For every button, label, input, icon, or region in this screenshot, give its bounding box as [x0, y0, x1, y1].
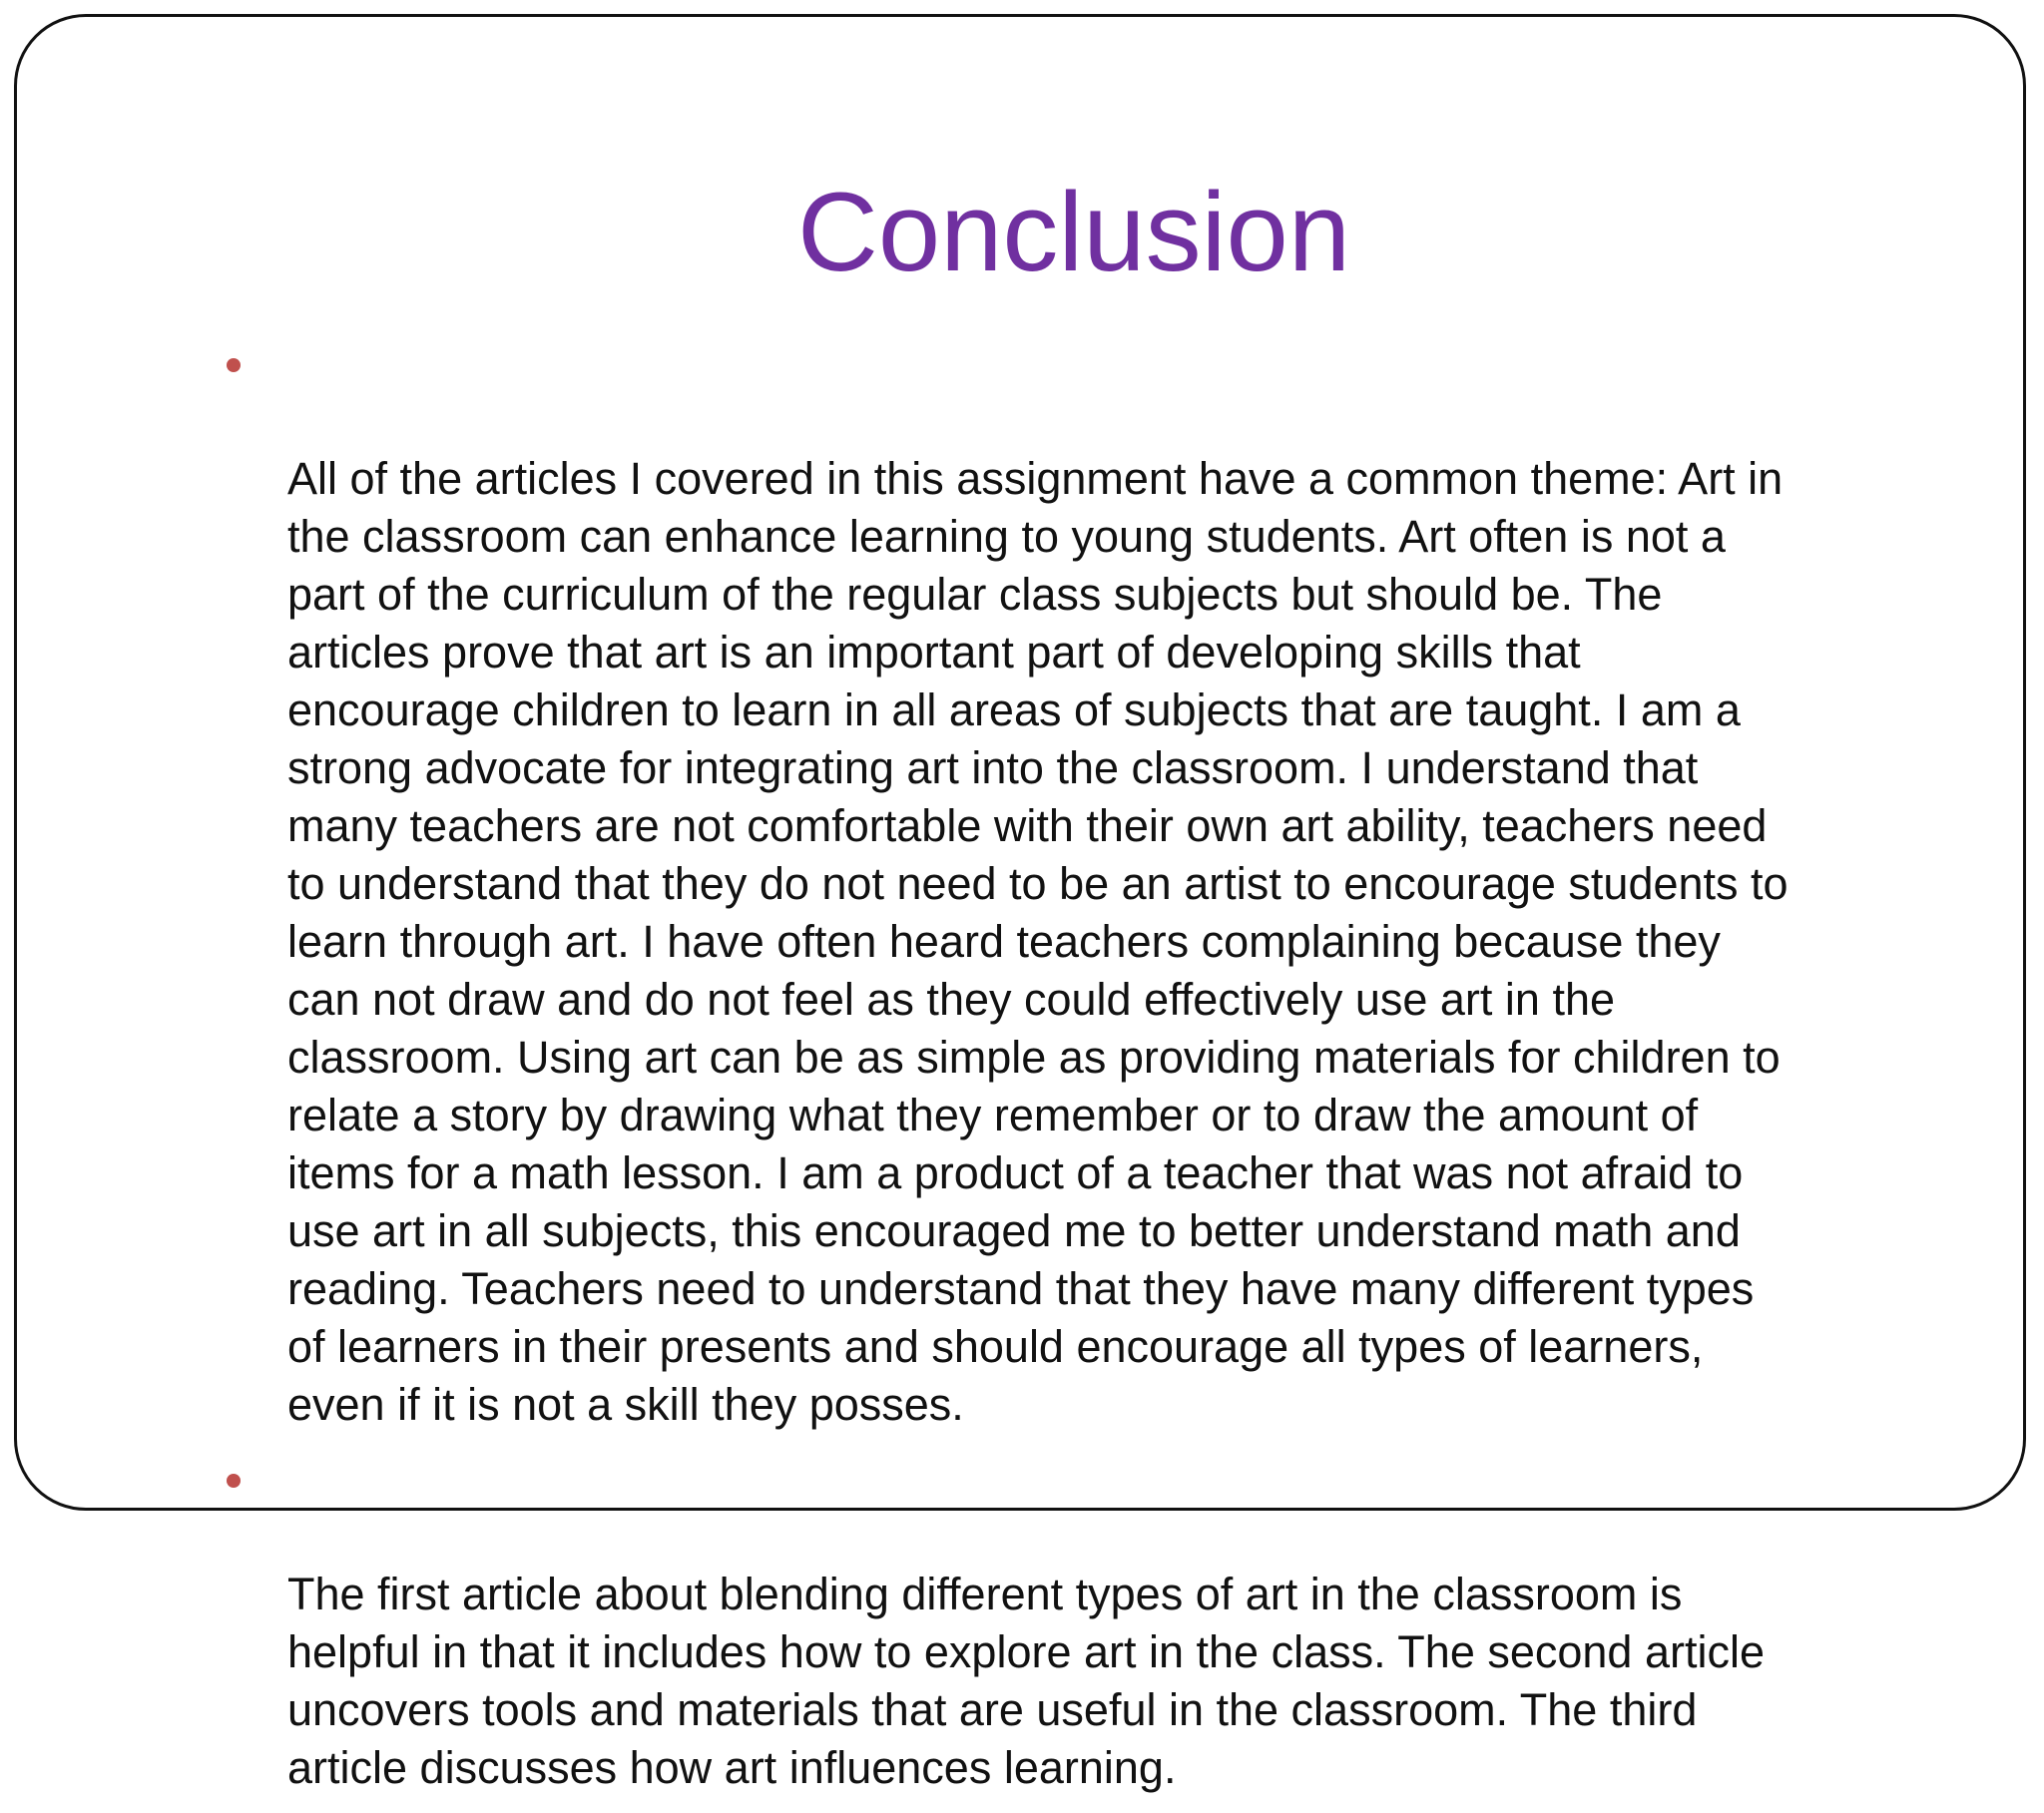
- slide-title: Conclusion: [796, 170, 1351, 294]
- bullet-text-2: The first article about blending different types of art in the classroom is helpful in that it includes how to explore art in the class. The second article uncovers tools and materials that are useful in the classroom. The third article discusses how art influences learning.: [287, 1569, 1765, 1793]
- bullet-dot-icon: [227, 358, 241, 372]
- bullet-dot-icon: [227, 1474, 241, 1488]
- bullet-text-1: All of the articles I covered in this assignment have a common theme: Art in the classroom can enhance learning to young students. Art often is not a part of the curriculum of the regular class subjects but should be. The articles prove that art is an important part of developing skills that encourage children to learn in all areas of subjects that are taught. I am a strong advocate for integrating art into the classroom. I understand that many teachers are not comfortable with their own art ability, teachers need to understand that they do not need to be an artist to encourage students to learn through art. I have often heard teachers complaining because they can not draw and do not feel as they could effectively use art in the classroom. Using art can be as simple as providing materials for children to relate a story by drawing what they remember or to draw the amount of items for a math lesson. I am a product of a teacher that was not afraid to use art in all subjects, this encouraged me to better understand math and reading. Teachers need to understand that they have many different types of learners in their presents and should encourage all types of learners, even if it is not a skill they posses.: [287, 453, 1788, 1430]
- bullet-item-2: [287, 1450, 1924, 1797]
- bullet-list: [287, 334, 1924, 1813]
- page-bottom-edge: [0, 1514, 2044, 1533]
- bullet-item-1: [287, 334, 1924, 1434]
